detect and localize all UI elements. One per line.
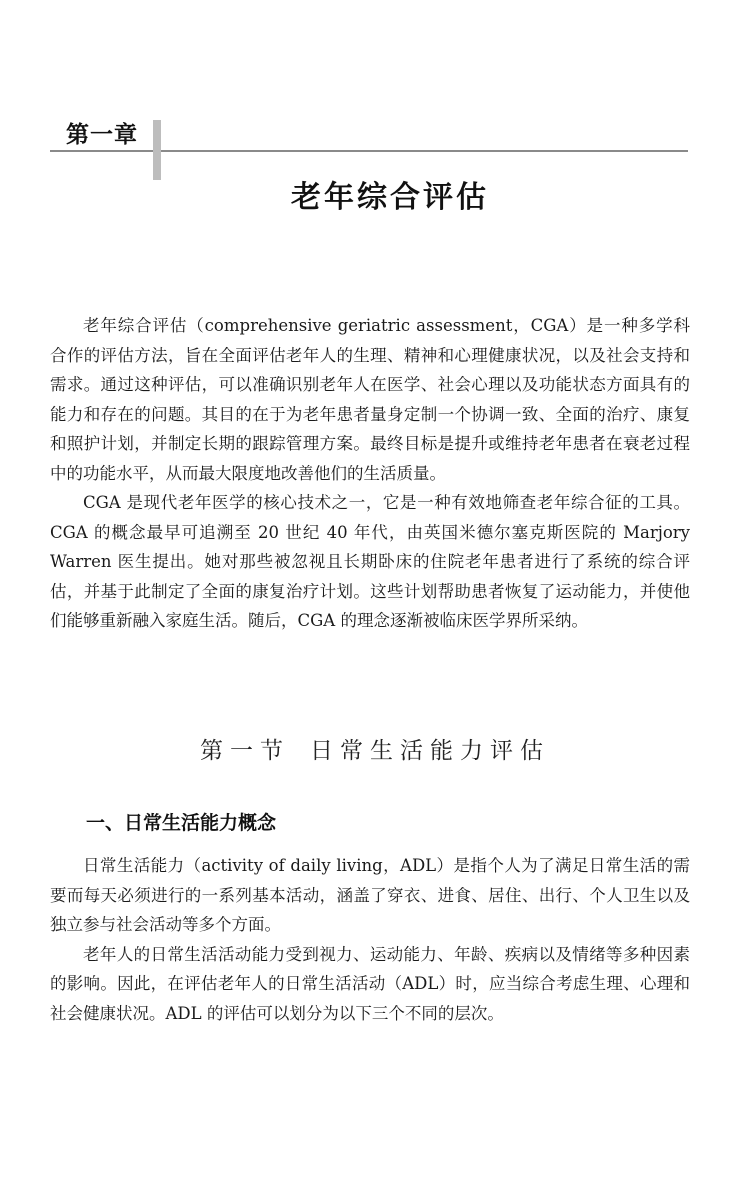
subsection-paragraph-2: 老年人的日常生活活动能力受到视力、运动能力、年龄、疾病以及情绪等多种因素的影响。因此，在评估老年人的日常生活活动（ADL）时，应当综合考虑生理、心理和社会健康状况。ADL 的评估可以划分为以下三个不同的层次。: [50, 944, 690, 1023]
section-label: 第一节: [200, 738, 290, 764]
chapter-label: 第一章: [66, 122, 138, 148]
section-name: 日常生活能力评估: [310, 738, 550, 764]
section-title: [0, 732, 750, 765]
intro-paragraph-1: 老年综合评估（comprehensive geriatric assessment，CGA）是一种多学科合作的评估方法，旨在全面评估老年人的生理、精神和心理健康状况，以及社会支持和需求。通过这种评估，可以准确识别老年人在医学、社会心理以及功能状态方面具有的能力和存在的问题。其目的在于为老年患者量身定制一个协调一致、全面的治疗、康复和照护计划，并制定长期的跟踪管理方案。最终目标是提升或维持老年患者在衰老过程中的功能水平，从而最大限度地改善他们的生活质量。: [50, 316, 690, 483]
chapter-bar: [153, 120, 161, 180]
subsection-paragraph-1: 日常生活能力（activity of daily living，ADL）是指个人为了满足日常生活的需要而每天必须进行的一系列基本活动，涵盖了穿衣、进食、居住、出行、个人卫生以及独立参与社会活动等多个方面。: [50, 856, 690, 934]
intro-paragraph-2: CGA 是现代老年医学的核心技术之一，它是一种有效地筛查老年综合征的工具。CGA 的概念最早可追溯至 20 世纪 40 年代，由英国米德尔塞克斯医院的 Marjory Warren 医生提出。她对那些被忽视且长期卧床的住院老年患者进行了系统的综合评估，并基于此制定了全面的康复治疗计划。这些计划帮助患者恢复了运动能力，并使他们能够重新融入家庭生活。随后，CGA 的理念逐渐被临床医学界所采纳。: [50, 493, 690, 630]
intro-body: [50, 311, 690, 636]
subsection-body: [50, 851, 690, 1028]
subsection-title: 一、日常生活能力概念: [86, 812, 277, 834]
chapter-rule: [50, 150, 688, 152]
chapter-title: 老年综合评估: [291, 180, 489, 215]
